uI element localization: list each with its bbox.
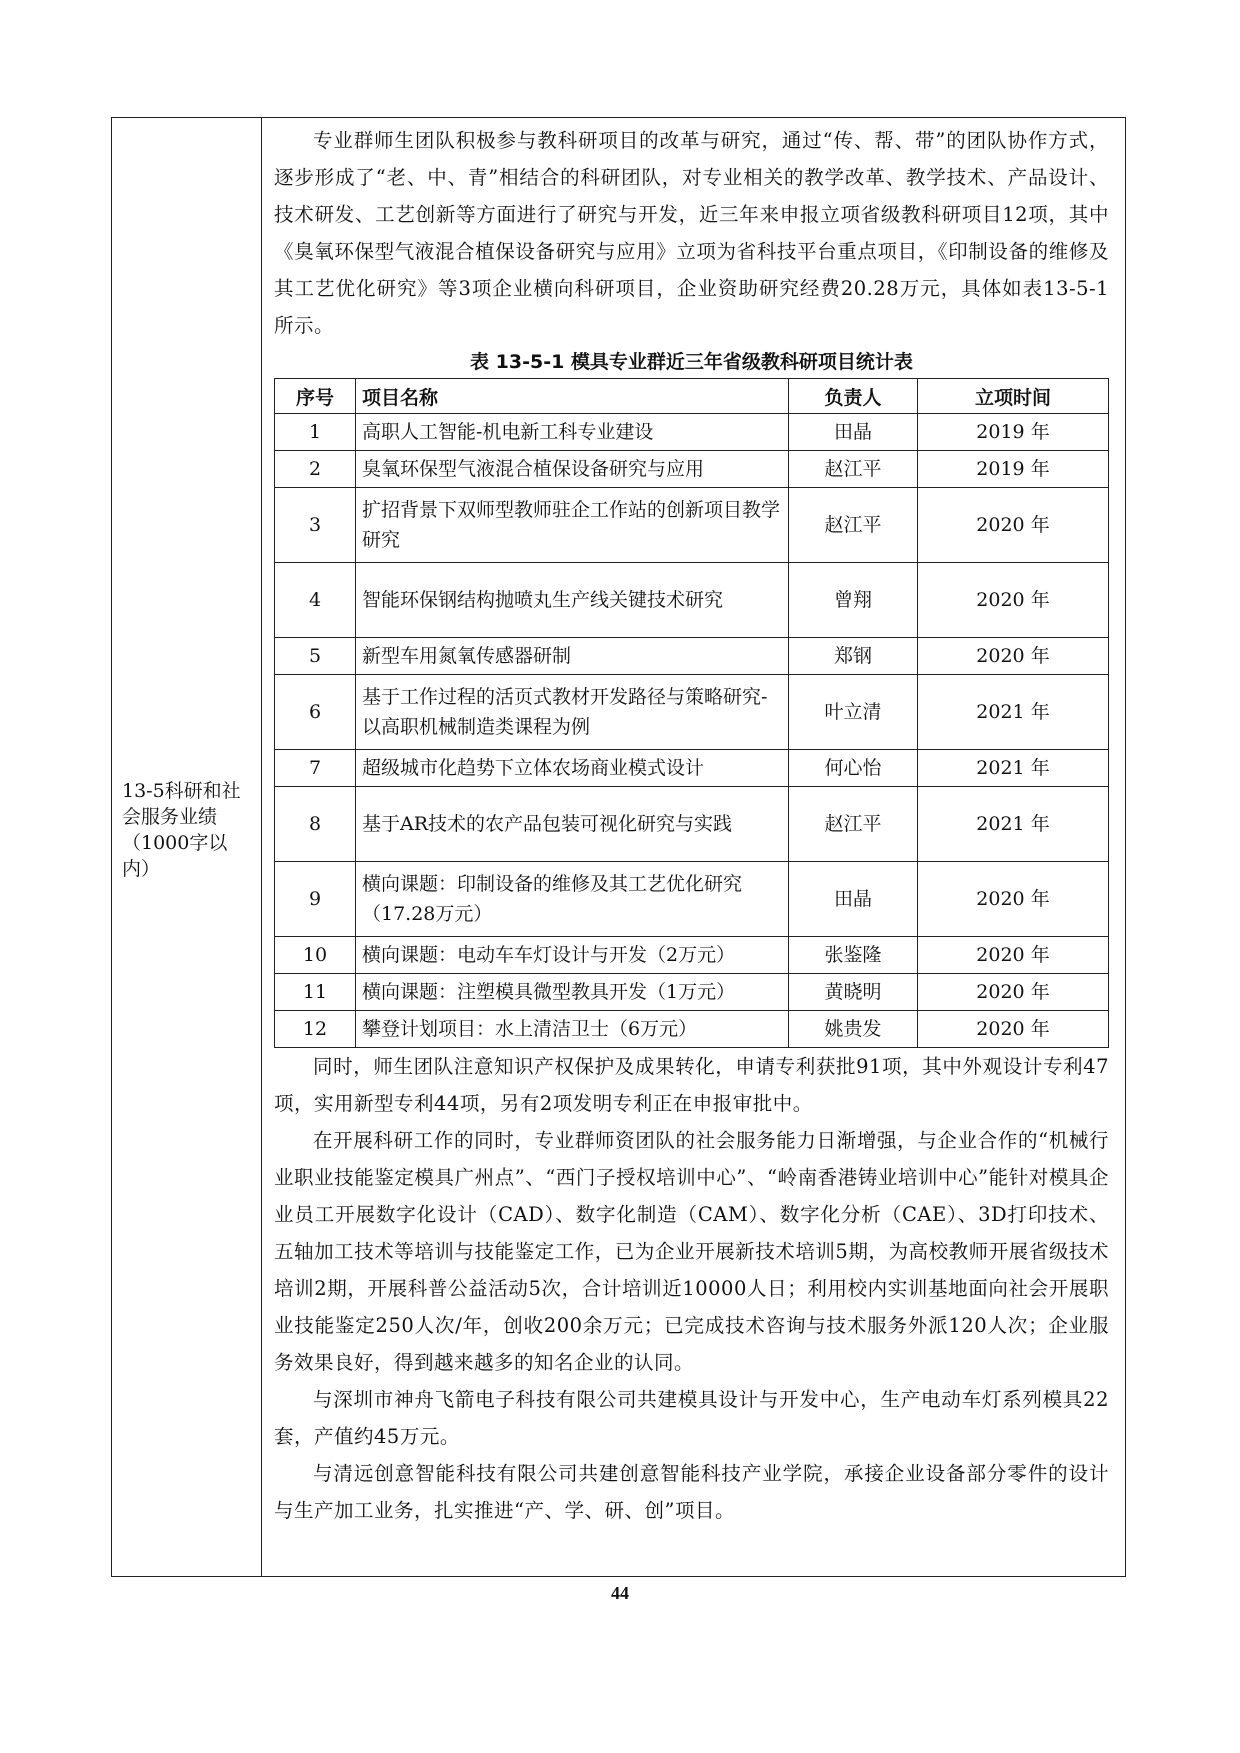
cell-year: 2019 年 bbox=[918, 451, 1109, 488]
table-row bbox=[275, 862, 1109, 937]
cell-year: 2020 年 bbox=[918, 937, 1109, 974]
page-number: 44 bbox=[611, 1583, 629, 1603]
cell-year: 2020 年 bbox=[918, 1011, 1109, 1048]
cell-no: 11 bbox=[275, 974, 356, 1011]
cell-no: 3 bbox=[275, 488, 356, 563]
cell-lead: 赵江平 bbox=[789, 488, 918, 563]
cell-lead: 赵江平 bbox=[789, 787, 918, 862]
cell-name: 超级城市化趋势下立体农场商业模式设计 bbox=[356, 750, 789, 787]
table-row bbox=[275, 937, 1109, 974]
shenzhen-paragraph: 与深圳市神舟飞箭电子科技有限公司共建模具设计与开发中心，生产电动车灯系列模具22套，产值约45万元。 bbox=[274, 1388, 1109, 1448]
cell-name: 高职人工智能-机电新工科专业建设 bbox=[356, 414, 789, 451]
cell-lead: 郑钢 bbox=[789, 638, 918, 675]
cell-no: 12 bbox=[275, 1011, 356, 1048]
table-row bbox=[275, 414, 1109, 451]
table-row bbox=[275, 451, 1109, 488]
header-name: 项目名称 bbox=[356, 379, 789, 414]
cell-lead: 叶立清 bbox=[789, 675, 918, 750]
table-row bbox=[275, 974, 1109, 1011]
cell-name: 扩招背景下双师型教师驻企工作站的创新项目教学研究 bbox=[356, 488, 789, 563]
cell-no: 10 bbox=[275, 937, 356, 974]
cell-no: 2 bbox=[275, 451, 356, 488]
header-no: 序号 bbox=[275, 379, 356, 414]
section-content bbox=[274, 118, 1109, 1529]
section-label: 13-5科研和社会服务业绩（1000字以内） bbox=[122, 780, 241, 880]
cell-name: 臭氧环保型气液混合植保设备研究与应用 bbox=[356, 451, 789, 488]
cell-name: 攀登计划项目：水上清洁卫士（6万元） bbox=[356, 1011, 789, 1048]
cell-name: 横向课题：电动车车灯设计与开发（2万元） bbox=[356, 937, 789, 974]
cell-name: 新型车用氮氧传感器研制 bbox=[356, 638, 789, 675]
cell-year: 2021 年 bbox=[918, 787, 1109, 862]
table-row bbox=[275, 750, 1109, 787]
cell-year: 2020 年 bbox=[918, 563, 1109, 638]
table-row bbox=[275, 563, 1109, 638]
cell-lead: 曾翔 bbox=[789, 563, 918, 638]
qingyuan-paragraph: 与清远创意智能科技有限公司共建创意智能科技产业学院，承接企业设备部分零件的设计与生产加工业务，扎实推进“产、学、研、创”项目。 bbox=[274, 1462, 1109, 1522]
cell-lead: 田晶 bbox=[789, 414, 918, 451]
cell-year: 2021 年 bbox=[918, 675, 1109, 750]
cell-lead: 赵江平 bbox=[789, 451, 918, 488]
table-caption: 表 13-5-1 模具专业群近三年省级教科研项目统计表 bbox=[470, 351, 913, 373]
cell-year: 2020 年 bbox=[918, 862, 1109, 937]
table-row bbox=[275, 787, 1109, 862]
patent-paragraph: 同时，师生团队注意知识产权保护及成果转化，申请专利获批91项，其中外观设计专利47项，实用新型专利44项，另有2项发明专利正在申报审批中。 bbox=[274, 1055, 1109, 1115]
cell-year: 2021 年 bbox=[918, 750, 1109, 787]
table-row bbox=[275, 638, 1109, 675]
intro-paragraph: 专业群师生团队积极参与教科研项目的改革与研究，通过“传、帮、带”的团队协作方式，逐步形成了“老、中、青”相结合的科研团队，对专业相关的教学改革、教学技术、产品设计、技术研发、工艺创新等方面进行了研究与开发，近三年来申报立项省级教科研项目12项，其中《臭氧环保型气液混合植保设备研究与应用》立项为省科技平台重点项目，《印制设备的维修及其工艺优化研究》等3项企业横向科研项目，企业资助研究经费20.28万元，具体如表13-5-1所示。 bbox=[274, 129, 1109, 337]
cell-no: 4 bbox=[275, 563, 356, 638]
header-lead: 负责人 bbox=[789, 379, 918, 414]
cell-name: 横向课题：印制设备的维修及其工艺优化研究（17.28万元） bbox=[356, 862, 789, 937]
cell-lead: 何心怡 bbox=[789, 750, 918, 787]
cell-lead: 姚贵发 bbox=[789, 1011, 918, 1048]
table-header-row bbox=[275, 379, 1109, 414]
service-paragraph: 在开展科研工作的同时，专业群师资团队的社会服务能力日渐增强，与企业合作的“机械行业职业技能鉴定模具广州点”、“西门子授权培训中心”、“岭南香港铸业培训中心”能针对模具企业员工开展数字化设计（CAD）、数字化制造（CAM）、数字化分析（CAE）、3D打印技术、五轴加工技术等培训与技能鉴定工作，已为企业开展新技术培训5期，为高校教师开展省级技术培训2期，开展科普公益活动5次，合计培训近10000人日；利用校内实训基地面向社会开展职业技能鉴定250人次/年，创收200余万元；已完成技术咨询与技术服务外派120人次；企业服务效果良好，得到越来越多的知名企业的认同。 bbox=[274, 1129, 1109, 1374]
cell-no: 8 bbox=[275, 787, 356, 862]
table-row bbox=[275, 675, 1109, 750]
cell-lead: 张鉴隆 bbox=[789, 937, 918, 974]
cell-year: 2020 年 bbox=[918, 638, 1109, 675]
cell-name: 基于工作过程的活页式教材开发路径与策略研究-以高职机械制造类课程为例 bbox=[356, 675, 789, 750]
form-table-frame bbox=[111, 117, 1126, 1577]
cell-lead: 田晶 bbox=[789, 862, 918, 937]
cell-no: 9 bbox=[275, 862, 356, 937]
cell-year: 2020 年 bbox=[918, 488, 1109, 563]
column-divider bbox=[261, 118, 262, 1576]
cell-no: 1 bbox=[275, 414, 356, 451]
cell-name: 智能环保钢结构抛喷丸生产线关键技术研究 bbox=[356, 563, 789, 638]
cell-no: 7 bbox=[275, 750, 356, 787]
header-year: 立项时间 bbox=[918, 379, 1109, 414]
cell-year: 2019 年 bbox=[918, 414, 1109, 451]
cell-year: 2020 年 bbox=[918, 974, 1109, 1011]
cell-no: 6 bbox=[275, 675, 356, 750]
table-row bbox=[275, 1011, 1109, 1048]
cell-name: 横向课题：注塑模具微型教具开发（1万元） bbox=[356, 974, 789, 1011]
table-row bbox=[275, 488, 1109, 563]
project-table bbox=[274, 378, 1109, 1048]
cell-no: 5 bbox=[275, 638, 356, 675]
cell-name: 基于AR技术的农产品包装可视化研究与实践 bbox=[356, 787, 789, 862]
cell-lead: 黄晓明 bbox=[789, 974, 918, 1011]
